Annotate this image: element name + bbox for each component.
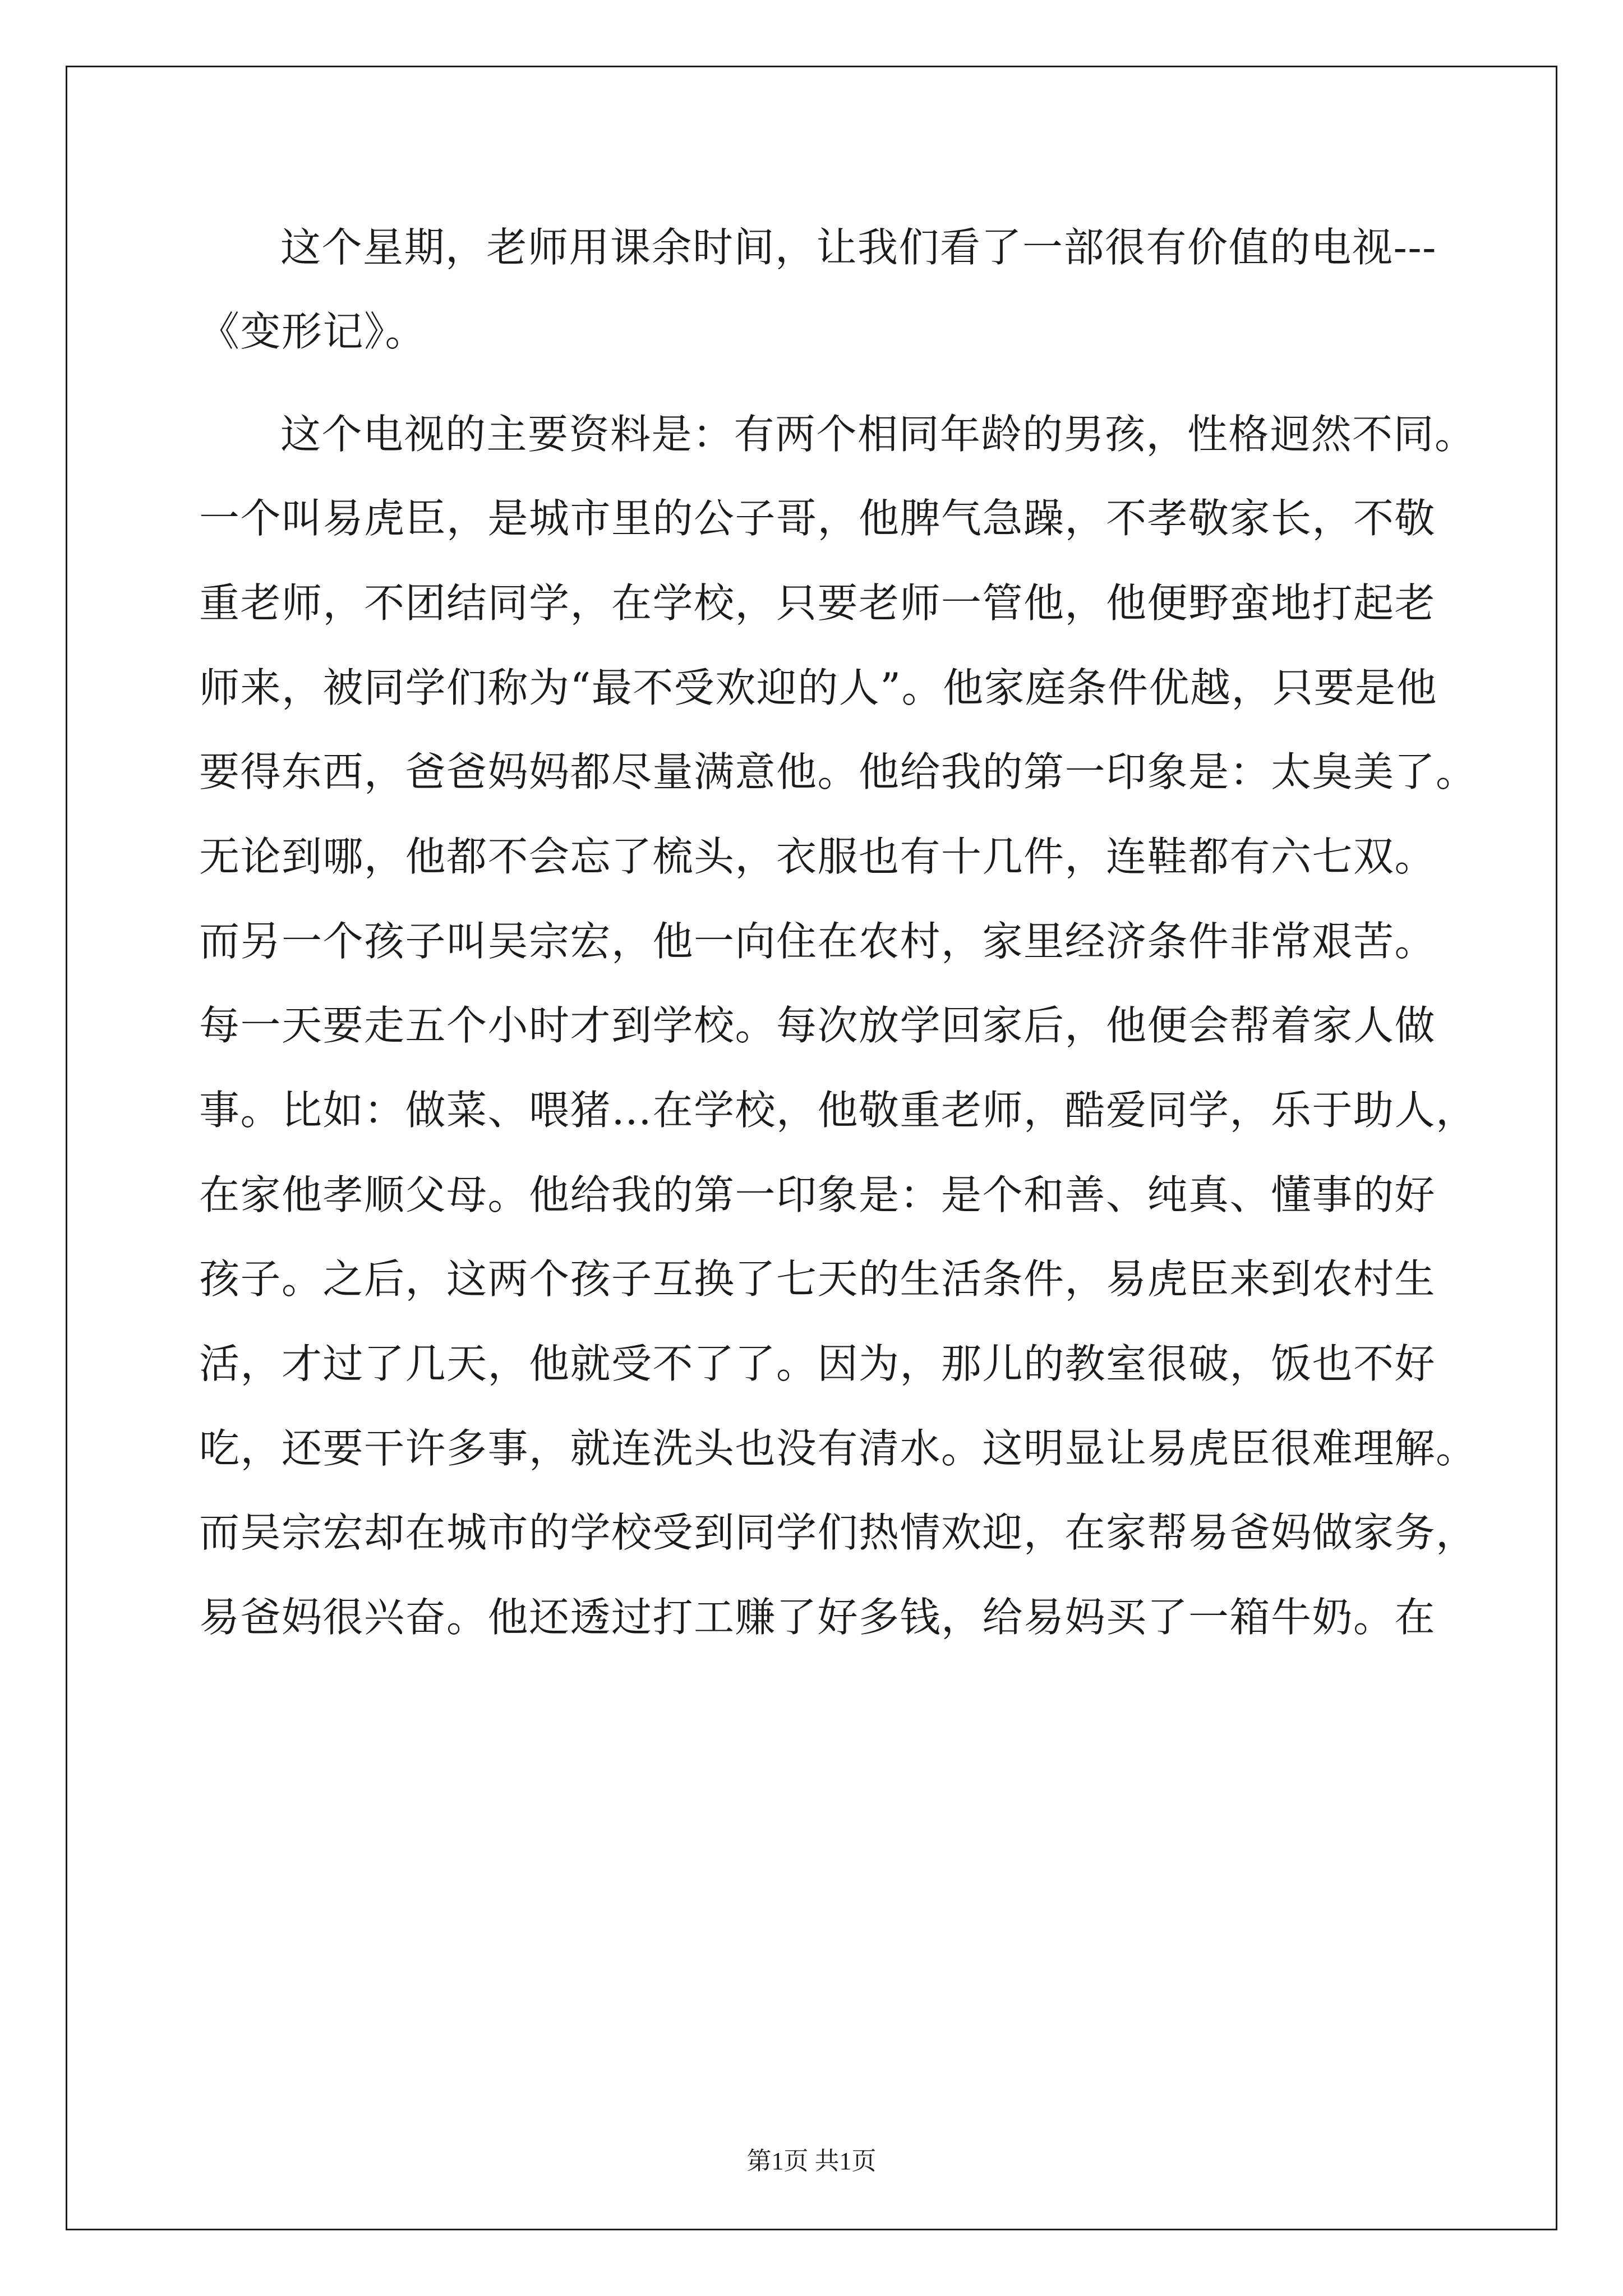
paragraph-2-line-5: 要得东西，爸爸妈妈都尽量满意他。他给我的第一印象是：太臭美了。 [199,748,1477,795]
paragraph-2-line-1: 这个电视的主要资料是：有两个相同年龄的男孩，性格迥然不同。 [280,411,1476,458]
paragraph-2-line-8: 每一天要走五个小时才到学校。每次放学回家后，他便会帮着家人做 [199,1002,1436,1049]
paragraph-2-line-10: 在家他孝顺父母。他给我的第一印象是：是个和善、纯真、懂事的好 [199,1171,1436,1218]
paragraph-1-line-2: 《变形记》。 [199,308,427,355]
paragraph-2-line-9: 事。比如：做菜、喂猪…在学校，他敬重老师，酷爱同学，乐于助人， [199,1087,1477,1134]
paragraph-1-line-1: 这个星期，老师用课余时间，让我们看了一部很有价值的电视--- [280,224,1437,271]
paragraph-2-line-6: 无论到哪，他都不会忘了梳头，衣服也有十几件，连鞋都有六七双。 [199,833,1436,880]
page-frame [66,66,1557,2230]
page-number-footer: 第1页 共1页 [746,2147,877,2175]
paragraph-2-line-2: 一个叫易虎臣，是城市里的公子哥，他脾气急躁，不孝敬家长，不敬 [199,495,1436,542]
paragraph-2-line-15: 易爸妈很兴奋。他还透过打工赚了好多钱，给易妈买了一箱牛奶。在 [199,1594,1436,1641]
paragraph-2-line-13: 吃，还要干许多事，就连洗头也没有清水。这明显让易虎臣很难理解。 [199,1425,1477,1472]
paragraph-2-line-4: 师来，被同学们称为“最不受欢迎的人”。他家庭条件优越，只要是他 [199,664,1438,711]
paragraph-2-line-12: 活，才过了几天，他就受不了了。因为，那儿的教室很破，饭也不好 [199,1340,1436,1387]
paragraph-2-line-3: 重老师，不团结同学，在学校，只要老师一管他，他便野蛮地打起老 [199,579,1436,627]
paragraph-2-line-14: 而吴宗宏却在城市的学校受到同学们热情欢迎，在家帮易爸妈做家务， [199,1509,1477,1556]
paragraph-2-line-11: 孩子。之后，这两个孩子互换了七天的生活条件，易虎臣来到农村生 [199,1255,1436,1303]
paragraph-2-line-7: 而另一个孩子叫吴宗宏，他一向住在农村，家里经济条件非常艰苦。 [199,918,1436,965]
